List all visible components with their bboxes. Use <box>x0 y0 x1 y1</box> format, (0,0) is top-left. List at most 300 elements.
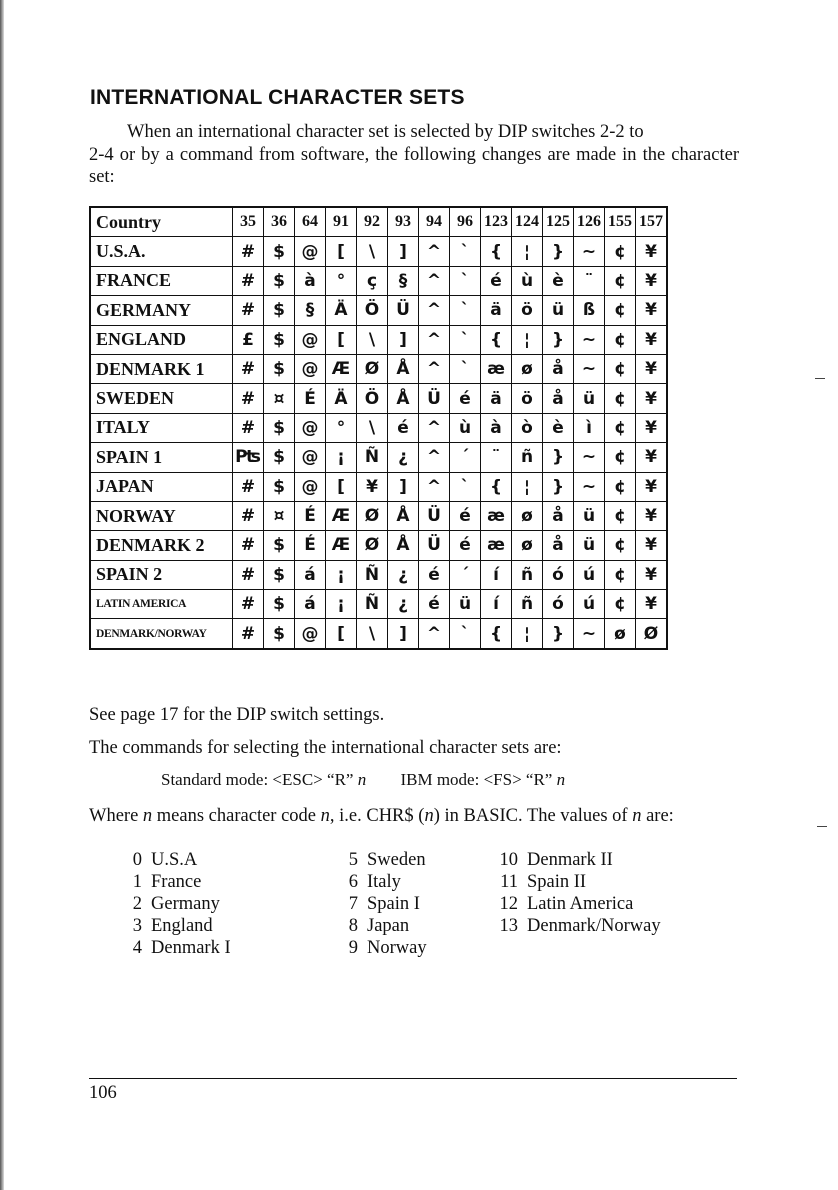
char-cell: ¦ <box>512 619 543 649</box>
char-cell: ú <box>574 590 605 619</box>
table-row <box>90 472 667 501</box>
code-header-96: 96 <box>450 207 481 237</box>
char-cell: ñ <box>512 590 543 619</box>
char-cell: ñ <box>512 443 543 472</box>
value-number: 12 <box>499 894 518 914</box>
where-text: ) in BASIC. The values of <box>433 806 633 826</box>
country-cell: JAPAN <box>90 472 233 501</box>
char-cell: \ <box>357 619 388 649</box>
where-text: means character code <box>152 806 321 826</box>
value-name: Spain I <box>367 894 420 914</box>
char-cell: $ <box>264 590 295 619</box>
char-cell: @ <box>295 619 326 649</box>
value-name: France <box>151 872 202 892</box>
table-row <box>90 619 667 649</box>
char-cell: } <box>543 237 574 266</box>
ibm-mode-n: n <box>556 770 566 789</box>
char-cell: ¨ <box>574 266 605 295</box>
char-cell: # <box>233 237 264 266</box>
char-cell: ` <box>450 325 481 354</box>
char-cell: ¨ <box>481 443 512 472</box>
char-cell: å <box>543 354 574 383</box>
char-cell: ö <box>512 384 543 413</box>
where-n: n <box>320 806 330 826</box>
char-cell: ` <box>450 472 481 501</box>
char-cell: Ø <box>357 501 388 530</box>
char-cell: ¡ <box>326 560 357 589</box>
table-row <box>90 443 667 472</box>
char-cell: \ <box>357 325 388 354</box>
char-cell: ~ <box>574 619 605 649</box>
char-cell: ¥ <box>636 384 668 413</box>
char-cell: ¥ <box>636 531 668 560</box>
char-cell: ì <box>574 413 605 442</box>
char-cell: ü <box>574 384 605 413</box>
char-cell: # <box>233 531 264 560</box>
table-row <box>90 266 667 295</box>
char-cell: ü <box>574 501 605 530</box>
scan-edge <box>0 0 4 1190</box>
char-cell: ü <box>543 296 574 325</box>
commands-intro: The commands for selecting the international character sets are: <box>89 738 562 758</box>
country-cell: ITALY <box>90 413 233 442</box>
char-cell: ß <box>574 296 605 325</box>
char-cell: @ <box>295 325 326 354</box>
char-cell: § <box>295 296 326 325</box>
char-cell: ` <box>450 266 481 295</box>
char-cell: \ <box>357 237 388 266</box>
char-cell: ¿ <box>388 560 419 589</box>
char-cell: É <box>295 384 326 413</box>
char-cell: ` <box>450 296 481 325</box>
value-item <box>128 893 231 915</box>
value-name: U.S.A <box>151 850 198 870</box>
char-cell: é <box>419 590 450 619</box>
char-cell: ¢ <box>605 413 636 442</box>
char-cell: æ <box>481 531 512 560</box>
char-cell: Ü <box>388 296 419 325</box>
char-cell: ] <box>388 619 419 649</box>
char-cell: $ <box>264 560 295 589</box>
value-name: Spain II <box>527 872 587 892</box>
margin-mark <box>817 826 827 827</box>
char-cell: # <box>233 413 264 442</box>
char-cell: ¢ <box>605 501 636 530</box>
char-cell: ä <box>481 296 512 325</box>
char-cell: ¢ <box>605 237 636 266</box>
char-cell: ø <box>605 619 636 649</box>
char-cell: [ <box>326 472 357 501</box>
code-header-124: 124 <box>512 207 543 237</box>
char-cell: [ <box>326 325 357 354</box>
char-cell: ó <box>543 590 574 619</box>
char-cell: ù <box>450 413 481 442</box>
char-cell: $ <box>264 296 295 325</box>
dip-switch-note: See page 17 for the DIP switch settings. <box>89 705 385 725</box>
value-number: 4 <box>132 938 142 958</box>
code-header-35: 35 <box>233 207 264 237</box>
value-item <box>344 871 427 893</box>
value-number: 11 <box>500 872 518 892</box>
char-cell: } <box>543 472 574 501</box>
char-cell: É <box>295 501 326 530</box>
char-cell: } <box>543 443 574 472</box>
value-item <box>498 871 661 893</box>
char-cell: ¤ <box>264 501 295 530</box>
country-cell: U.S.A. <box>90 237 233 266</box>
page-number: 106 <box>89 1083 117 1103</box>
char-cell: Å <box>388 354 419 383</box>
char-cell: ] <box>388 325 419 354</box>
char-cell: $ <box>264 619 295 649</box>
value-name: England <box>151 916 213 936</box>
value-item <box>128 937 231 959</box>
char-cell: { <box>481 472 512 501</box>
char-cell: ù <box>512 266 543 295</box>
country-cell: SPAIN 1 <box>90 443 233 472</box>
char-cell: à <box>295 266 326 295</box>
char-cell: ¢ <box>605 325 636 354</box>
char-cell: ~ <box>574 237 605 266</box>
country-cell: DENMARK/NORWAY <box>90 619 233 649</box>
table-row <box>90 501 667 530</box>
char-cell: è <box>543 266 574 295</box>
char-cell: } <box>543 325 574 354</box>
where-n: n <box>142 806 153 826</box>
char-cell: ¥ <box>636 590 668 619</box>
char-cell: ° <box>326 413 357 442</box>
char-cell: Ø <box>636 619 668 649</box>
where-n: n <box>632 806 642 826</box>
char-cell: ¢ <box>605 472 636 501</box>
country-cell: GERMANY <box>90 296 233 325</box>
code-header-94: 94 <box>419 207 450 237</box>
char-cell: Ü <box>419 384 450 413</box>
char-cell: ° <box>326 266 357 295</box>
char-cell: ä <box>481 384 512 413</box>
char-cell: $ <box>264 354 295 383</box>
page-title: INTERNATIONAL CHARACTER SETS <box>90 86 465 109</box>
value-item <box>344 849 427 871</box>
value-item <box>498 893 661 915</box>
char-cell: ~ <box>574 472 605 501</box>
char-cell: Æ <box>326 531 357 560</box>
char-cell: é <box>450 531 481 560</box>
char-cell: ¿ <box>388 590 419 619</box>
country-cell: LATIN AMERICA <box>90 590 233 619</box>
char-cell: $ <box>264 443 295 472</box>
character-set-table <box>89 206 668 650</box>
char-cell: # <box>233 560 264 589</box>
char-cell: $ <box>264 413 295 442</box>
value-name: Germany <box>151 894 220 914</box>
char-cell: Ö <box>357 384 388 413</box>
char-cell: [ <box>326 619 357 649</box>
standard-mode-label: Standard mode: <box>161 770 273 789</box>
char-cell: { <box>481 237 512 266</box>
char-cell: ~ <box>574 354 605 383</box>
values-column-3 <box>498 849 661 937</box>
ibm-mode-command: <FS> “R” <box>483 770 557 789</box>
char-cell: ^ <box>419 354 450 383</box>
code-header-157: 157 <box>636 207 668 237</box>
char-cell: ¦ <box>512 237 543 266</box>
char-cell: @ <box>295 443 326 472</box>
char-cell: Ü <box>419 531 450 560</box>
code-header-36: 36 <box>264 207 295 237</box>
char-cell: ó <box>543 560 574 589</box>
country-cell: DENMARK 2 <box>90 531 233 560</box>
code-header-93: 93 <box>388 207 419 237</box>
char-cell: # <box>233 472 264 501</box>
char-cell: ~ <box>574 325 605 354</box>
char-cell: ú <box>574 560 605 589</box>
where-text: are: <box>641 806 674 826</box>
char-cell: ¦ <box>512 325 543 354</box>
table-row <box>90 590 667 619</box>
char-cell: [ <box>326 237 357 266</box>
char-cell: á <box>295 590 326 619</box>
char-cell: ¢ <box>605 296 636 325</box>
table-row <box>90 413 667 442</box>
char-cell: # <box>233 296 264 325</box>
char-cell: Æ <box>326 501 357 530</box>
country-cell: FRANCE <box>90 266 233 295</box>
char-cell: ¢ <box>605 443 636 472</box>
intro-line-1: When an international character set is selected by DIP switches 2-2 to <box>127 122 644 142</box>
char-cell: Å <box>388 531 419 560</box>
table-row <box>90 325 667 354</box>
char-cell: # <box>233 384 264 413</box>
values-column-2 <box>344 849 427 959</box>
char-cell: @ <box>295 237 326 266</box>
char-cell: æ <box>481 501 512 530</box>
char-cell: } <box>543 619 574 649</box>
char-cell: ^ <box>419 325 450 354</box>
table-body <box>90 237 667 649</box>
char-cell: ´ <box>450 560 481 589</box>
char-cell: ^ <box>419 266 450 295</box>
value-number: 6 <box>348 872 358 892</box>
char-cell: ] <box>388 237 419 266</box>
country-cell: ENGLAND <box>90 325 233 354</box>
char-cell: Ñ <box>357 560 388 589</box>
standard-mode-n: n <box>357 770 367 789</box>
char-cell: ¢ <box>605 384 636 413</box>
char-cell: ¢ <box>605 590 636 619</box>
value-number: 7 <box>348 894 358 914</box>
char-cell: Ñ <box>357 443 388 472</box>
char-cell: ` <box>450 237 481 266</box>
char-cell: ´ <box>450 443 481 472</box>
code-header-125: 125 <box>543 207 574 237</box>
char-cell: à <box>481 413 512 442</box>
table-header-row <box>90 207 667 237</box>
char-cell: ç <box>357 266 388 295</box>
value-item <box>498 915 661 937</box>
char-cell: å <box>543 384 574 413</box>
char-cell: ø <box>512 501 543 530</box>
char-cell: ñ <box>512 560 543 589</box>
char-cell: @ <box>295 413 326 442</box>
where-text: Where <box>89 806 143 826</box>
value-item <box>498 849 661 871</box>
table-row <box>90 560 667 589</box>
char-cell: ^ <box>419 237 450 266</box>
value-name: Sweden <box>367 850 426 870</box>
value-name: Italy <box>367 872 401 892</box>
char-cell: ^ <box>419 296 450 325</box>
char-cell: ¿ <box>388 443 419 472</box>
char-cell: ¥ <box>636 413 668 442</box>
char-cell: ¢ <box>605 531 636 560</box>
char-cell: $ <box>264 325 295 354</box>
value-number: 10 <box>499 850 518 870</box>
char-cell: { <box>481 325 512 354</box>
char-cell: ¥ <box>636 325 668 354</box>
char-cell: å <box>543 531 574 560</box>
country-column-header: Country <box>90 207 233 237</box>
char-cell: $ <box>264 237 295 266</box>
where-n: n <box>424 806 434 826</box>
value-name: Japan <box>367 916 410 936</box>
footer-rule <box>89 1078 737 1079</box>
char-cell: Å <box>388 501 419 530</box>
value-number: 2 <box>132 894 142 914</box>
margin-mark <box>815 378 825 379</box>
char-cell: ü <box>574 531 605 560</box>
code-header-123: 123 <box>481 207 512 237</box>
char-cell: Ö <box>357 296 388 325</box>
char-cell: Æ <box>326 354 357 383</box>
values-column-1 <box>128 849 231 959</box>
char-cell: Ø <box>357 531 388 560</box>
char-cell: é <box>388 413 419 442</box>
char-cell: ¥ <box>636 296 668 325</box>
char-cell: ^ <box>419 413 450 442</box>
table-row <box>90 354 667 383</box>
value-item <box>128 849 231 871</box>
char-cell: Ñ <box>357 590 388 619</box>
table-row <box>90 531 667 560</box>
code-header-155: 155 <box>605 207 636 237</box>
value-name: Denmark I <box>151 938 231 958</box>
char-cell: ¢ <box>605 266 636 295</box>
char-cell: ¥ <box>636 560 668 589</box>
code-header-92: 92 <box>357 207 388 237</box>
char-cell: £ <box>233 325 264 354</box>
intro-rest: 2-4 or by a command from software, the following changes are made in the character set: <box>89 144 739 187</box>
value-number: 13 <box>499 916 518 936</box>
char-cell: ^ <box>419 443 450 472</box>
country-cell: NORWAY <box>90 501 233 530</box>
char-cell: ¢ <box>605 354 636 383</box>
char-cell: ¥ <box>636 472 668 501</box>
char-cell: Å <box>388 384 419 413</box>
command-modes <box>161 770 565 790</box>
standard-mode-command: <ESC> “R” <box>272 770 358 789</box>
char-cell: ø <box>512 531 543 560</box>
char-cell: $ <box>264 266 295 295</box>
value-number: 1 <box>132 872 142 892</box>
char-cell: ¥ <box>357 472 388 501</box>
char-cell: ` <box>450 354 481 383</box>
char-cell: é <box>450 501 481 530</box>
char-cell: \ <box>357 413 388 442</box>
char-cell: ¥ <box>636 443 668 472</box>
char-cell: é <box>481 266 512 295</box>
char-cell: ò <box>512 413 543 442</box>
value-name: Denmark/Norway <box>527 916 661 936</box>
char-cell: # <box>233 590 264 619</box>
char-cell: $ <box>264 531 295 560</box>
char-cell: Ä <box>326 384 357 413</box>
where-text: , i.e. CHR$ ( <box>329 806 425 826</box>
intro-paragraph <box>89 121 739 189</box>
country-cell: DENMARK 1 <box>90 354 233 383</box>
value-name: Latin America <box>527 894 634 914</box>
char-cell: @ <box>295 354 326 383</box>
table-row <box>90 296 667 325</box>
char-cell: ¡ <box>326 590 357 619</box>
char-cell: ` <box>450 619 481 649</box>
char-cell: # <box>233 619 264 649</box>
char-cell: é <box>419 560 450 589</box>
char-cell: ¦ <box>512 472 543 501</box>
char-cell: $ <box>264 472 295 501</box>
char-cell: ö <box>512 296 543 325</box>
value-number: 8 <box>348 916 358 936</box>
value-number: 5 <box>348 850 358 870</box>
char-cell: æ <box>481 354 512 383</box>
char-cell: å <box>543 501 574 530</box>
char-cell: Ä <box>326 296 357 325</box>
code-header-91: 91 <box>326 207 357 237</box>
value-number: 3 <box>132 916 142 936</box>
char-cell: ¢ <box>605 560 636 589</box>
char-cell: ] <box>388 472 419 501</box>
char-cell: # <box>233 266 264 295</box>
value-item <box>344 937 427 959</box>
char-cell: ¤ <box>264 384 295 413</box>
char-cell: ü <box>450 590 481 619</box>
table-row <box>90 237 667 266</box>
char-cell: ¥ <box>636 266 668 295</box>
char-cell: é <box>450 384 481 413</box>
char-cell: ~ <box>574 443 605 472</box>
table-row <box>90 384 667 413</box>
char-cell: # <box>233 354 264 383</box>
char-cell: § <box>388 266 419 295</box>
char-cell: Ü <box>419 501 450 530</box>
char-cell: ¥ <box>636 501 668 530</box>
value-name: Norway <box>367 938 427 958</box>
value-item <box>344 915 427 937</box>
char-cell: # <box>233 501 264 530</box>
char-cell: ₧ <box>233 443 264 472</box>
code-header-64: 64 <box>295 207 326 237</box>
char-cell: ^ <box>419 619 450 649</box>
ibm-mode-label: IBM mode: <box>400 770 484 789</box>
value-item <box>128 871 231 893</box>
char-cell: ¥ <box>636 237 668 266</box>
char-cell: ¡ <box>326 443 357 472</box>
value-number: 9 <box>348 938 358 958</box>
char-cell: í <box>481 590 512 619</box>
char-cell: { <box>481 619 512 649</box>
char-cell: ^ <box>419 472 450 501</box>
country-cell: SPAIN 2 <box>90 560 233 589</box>
